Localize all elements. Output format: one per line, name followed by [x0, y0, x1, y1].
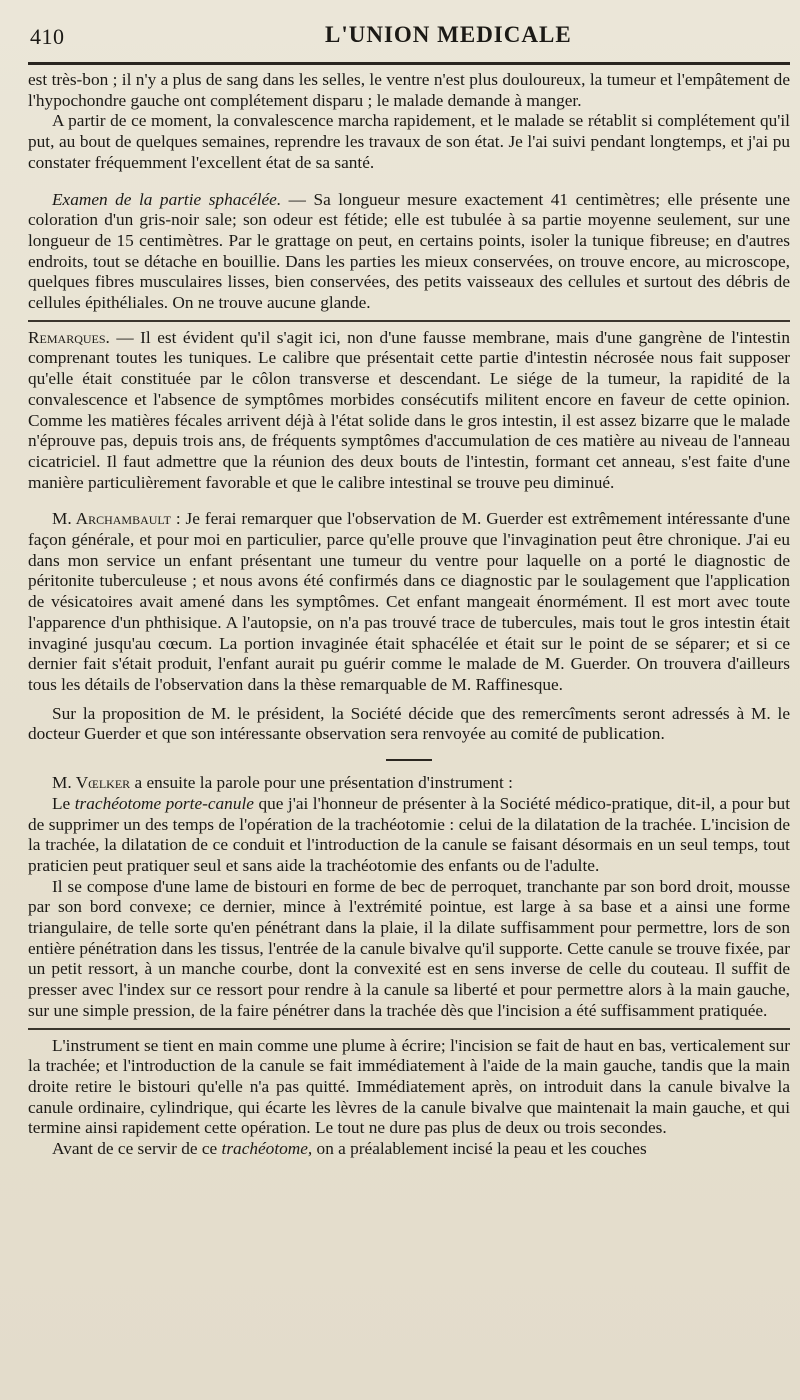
- speaker-name: M. Archambault: [52, 509, 171, 529]
- paragraph-archambault: M. Archambault : Je ferai remarquer que l'observation de M. Guerder est extrêmement intéressante d'une façon générale, et pour moi en particulier, parce qu'elle prouve que l'invagination peut être chronique. J'ai eu dans mon service un enfant présentant une tumeur du ventre pour laquelle on a porté le diagnostic de péritonite tuberculeuse ; et nous avons été confirmés dans ce diagnostic par le soulagement que l'application de vésicatoires avait amené dans les symptômes. Cet enfant mangeait énormément. Il est mort avec toute l'apparence d'un phthisique. A l'autopsie, on n'a pas trouvé trace de tubercules, mais tout le gros intestin était invaginé jusqu'au cœcum. La portion invaginée était sphacélée et était sur le point de se séparer; et si ce dernier fait s'était produit, l'enfant aurait pu guérir comme le malade de M. Guerder. On trouvera d'ailleurs tous les détails de l'observation dans la thèse remarquable de M. Raffinesque.: [28, 509, 790, 694]
- paragraph: Le trachéotome porte-canule que j'ai l'honneur de présenter à la Société médico-pratique, dit-il, a pour but de supprimer un des temps de l'opération de la trachéotomie : celui de la dilatation de la trachée. L'incision de la trachée, la dilatation de ce conduit et l'introduction de la canule se faisant désormais en un seul temps, tout praticien peut pratiquer seul et sans aide la trachéotomie des enfants ou de l'adulte.: [28, 793, 790, 875]
- paragraph: A partir de ce moment, la convalescence marcha rapidement, et le malade se rétablit si complétement qu'il put, au bout de quelques semaines, reprendre les travaux de son état. Je l'ai suivi pendant longtemps, et j'ai pu constater fréquemment l'excellent état de sa santé.: [28, 111, 790, 172]
- paragraph: Avant de ce servir de ce trachéotome, on a préalablement incisé la peau et les couches: [52, 1139, 647, 1159]
- paragraph: Il se compose d'une lame de bistouri en forme de bec de perroquet, tranchante par son bord droit, mousse par son bord convexe; ce dernier, mince à l'extrémité pointue, est large à sa base et a ainsi une forme triangulaire, de telle sorte qu'en pénétrant dans la plaie, il la dilate suffisamment pour permettre, lors de son entière pénétration dans les tissus, l'entrée de la canule bivalve qu'il supporte. Cette canule se trouve fixée, par un petit ressort, à un manche courbe, dont la convexité est en sens inverse de celle du couteau. Il suffit de presser avec l'index sur ce ressort pour rendre à la canule sa liberté et pour permettre alors à la main gauche, sur une simple pression, de la faire pénétrer dans la trachée dès que l'incision a été suffisamment pratiquée.: [28, 876, 790, 1020]
- paragraph-voelker: M. Vœlker a ensuite la parole pour une présentation d'instrument :: [52, 773, 513, 793]
- divider: [28, 1028, 790, 1030]
- paragraph: L'instrument se tient en main comme une plume à écrire; l'incision se fait de haut en bas, verticalement sur la trachée; et l'introduction de la canule se fait immédiatement à l'aide de la main gauche, tandis que la main droite retire le bistouri qu'elle n'a pas quitté. Immédiatement après, on introduit dans la canule bivalve la canule ordinaire, cylindrique, qui écarte les lèvres de la canule bivalve que maintenait la main gauche, et qui termine ainsi rapidement cette opération. Le tout ne dure pas plus de deux ou trois secondes.: [28, 1035, 790, 1138]
- page-number: 410: [30, 24, 65, 49]
- running-title: L'UNION MEDICALE: [325, 22, 572, 47]
- instrument-name: trachéotome porte-canule: [74, 793, 254, 813]
- header-rule: [28, 62, 790, 65]
- paragraph-remarques: Remarques. — Il est évident qu'il s'agit ici, non d'une fausse membrane, mais d'une gangrène de l'intestin comprenant toutes les tuniques. Le calibre que présentait cette partie d'intestin nécrosée nous fait supposer qu'elle était constituée par le côlon transverse et descendant. Le siége de la tumeur, la rapidité de la convalescence et l'absence de symptômes morbides consécutifs militent encore en faveur de cette opinion. Comme les matières fécales arrivent déjà à l'état solide dans le gros intestin, il est assez bizarre que le malade n'éprouve pas, depuis trois ans, de fréquents symptômes d'accumulation de ces matière au niveau de l'anneau cicatriciel. Il faut admettre que la réunion des deux bouts de l'intestin, formant cet anneau, s'est faite d'une manière particulièrement favorable et que le calibre intestinal se trouve peu diminué.: [28, 327, 790, 492]
- article-body: [28, 70, 790, 1390]
- section-separator: [386, 759, 432, 761]
- page-header: [30, 22, 790, 58]
- speaker-name: M. Vœlker: [52, 773, 131, 793]
- section-lead: Examen de la partie sphacélée.: [52, 189, 282, 209]
- paragraph: Sur la proposition de M. le président, la Société décide que des remercîments seront adressés à M. le docteur Guerder et que son intéressante observation sera renvoyée au comité de publication.: [28, 703, 790, 744]
- paragraph: est très-bon ; il n'y a plus de sang dans les selles, le ventre n'est plus douloureux, la tumeur et l'empâtement de l'hypochondre gauche ont complétement disparu ; le malade demande à manger.: [28, 70, 790, 110]
- section-lead: Remarques.: [28, 327, 110, 347]
- divider: [28, 320, 790, 322]
- paragraph-examen: Examen de la partie sphacélée. — Sa longueur mesure exactement 41 centimètres; elle présente une coloration d'un gris-noir sale; son odeur est fétide; elle est tubulée à sa partie moyenne seulement, sur une longueur de 15 centimètres. Par le grattage on peut, en certains points, isoler la tunique fibreuse; en d'autres endroits, tout se détache en bouillie. Dans les parties les mieux conservées, on trouve encore, au microscope, quelques fibres musculaires lisses, bien conservées, des petits vaisseaux des cellules et surtout des débris de cellules épithéliales. On ne trouve aucune glande.: [28, 189, 790, 313]
- instrument-name: trachéotome,: [221, 1139, 313, 1159]
